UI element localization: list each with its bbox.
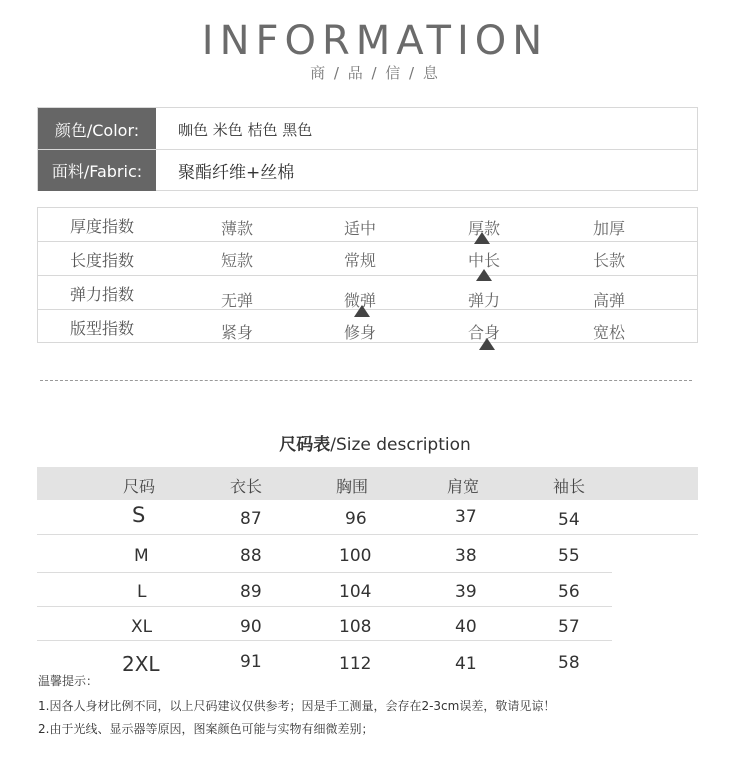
index-label: 厚度指数 (70, 217, 135, 236)
color-label: 颜色/Color: (38, 108, 156, 150)
color-value: 咖色 米色 桔色 黑色 (178, 120, 313, 139)
index-option: 常规 (344, 251, 377, 270)
index-table (37, 207, 698, 343)
bust-cell: 108 (339, 617, 372, 637)
size-row-2xl (37, 643, 612, 679)
size-row-l (37, 573, 612, 609)
size-cell: S (132, 503, 146, 527)
sleeve-cell: 55 (558, 546, 580, 566)
length-cell: 90 (240, 617, 262, 637)
info-table (37, 107, 698, 191)
bust-cell: 96 (345, 509, 367, 529)
index-row-length (38, 242, 697, 276)
index-label: 版型指数 (70, 319, 135, 338)
size-row-m (37, 537, 612, 573)
index-label: 长度指数 (70, 251, 135, 270)
size-row-xl (37, 608, 612, 644)
header-sleeve: 袖长 (553, 477, 586, 496)
size-cell: 2XL (122, 652, 160, 676)
fabric-value: 聚酯纤维+丝棉 (178, 163, 295, 183)
index-option: 微弹 (344, 291, 377, 310)
elasticity-selected-marker-icon (354, 305, 370, 317)
size-cell: L (137, 582, 147, 602)
fabric-row (38, 149, 697, 191)
index-option: 厚款 (468, 219, 501, 238)
index-option: 宽松 (593, 323, 626, 342)
fabric-label: 面料/Fabric: (38, 150, 156, 191)
shoulder-cell: 41 (455, 654, 477, 674)
notes-heading: 温馨提示： (38, 674, 99, 688)
row-divider (37, 606, 612, 607)
index-option: 适中 (344, 219, 377, 238)
index-option: 修身 (344, 323, 377, 342)
color-row (38, 108, 697, 150)
header-length: 衣长 (230, 477, 263, 496)
index-label: 弹力指数 (70, 285, 135, 304)
length-cell: 88 (240, 546, 262, 566)
size-title-bold: 尺码表 (279, 435, 331, 455)
page-subtitle: 商 / 品 / 信 / 息 (310, 64, 440, 82)
index-option: 无弹 (221, 291, 254, 310)
size-cell: XL (131, 617, 153, 637)
sleeve-cell: 57 (558, 617, 580, 637)
header-size: 尺码 (123, 477, 156, 496)
row-divider (37, 640, 612, 641)
length-cell: 91 (240, 652, 262, 672)
length-cell: 89 (240, 582, 262, 602)
header-bust: 胸围 (336, 477, 369, 496)
dashed-divider (40, 380, 692, 381)
length-selected-marker-icon (476, 269, 492, 281)
bust-cell: 104 (339, 582, 372, 602)
index-option: 弹力 (468, 291, 501, 310)
shoulder-cell: 38 (455, 546, 477, 566)
shoulder-cell: 39 (455, 582, 477, 602)
shoulder-cell: 37 (455, 507, 477, 527)
shoulder-cell: 40 (455, 617, 477, 637)
sleeve-cell: 58 (558, 653, 580, 673)
length-cell: 87 (240, 509, 262, 529)
sleeve-cell: 56 (558, 582, 580, 602)
size-row-s (37, 500, 612, 536)
index-option: 加厚 (593, 219, 626, 238)
size-title-rest: /Size description (330, 435, 471, 455)
row-divider (37, 534, 698, 535)
header-shoulder: 肩宽 (447, 477, 480, 496)
index-row-thickness (38, 208, 697, 242)
index-option: 合身 (468, 323, 501, 342)
page-title: INFORMATION (201, 18, 549, 64)
notes-line-1: 1.因各人身材比例不同，以上尺码建议仅供参考；因是手工测量，会存在2-3cm误差，敬请见谅！ (38, 699, 556, 713)
size-cell: M (134, 546, 149, 566)
thickness-selected-marker-icon (474, 232, 490, 244)
index-option: 高弹 (593, 291, 626, 310)
index-option: 中长 (468, 251, 501, 270)
sleeve-cell: 54 (558, 510, 580, 530)
bust-cell: 100 (339, 546, 372, 566)
index-option: 紧身 (221, 323, 254, 342)
index-option: 薄款 (221, 219, 254, 238)
index-option: 短款 (221, 251, 254, 270)
size-table-header (37, 467, 698, 500)
size-table-title (0, 430, 750, 455)
bust-cell: 112 (339, 654, 372, 674)
fit-selected-marker-icon (479, 338, 495, 350)
index-option: 长款 (593, 251, 626, 270)
notes-line-2: 2.由于光线、显示器等原因，图案颜色可能与实物有细微差别； (38, 722, 374, 736)
